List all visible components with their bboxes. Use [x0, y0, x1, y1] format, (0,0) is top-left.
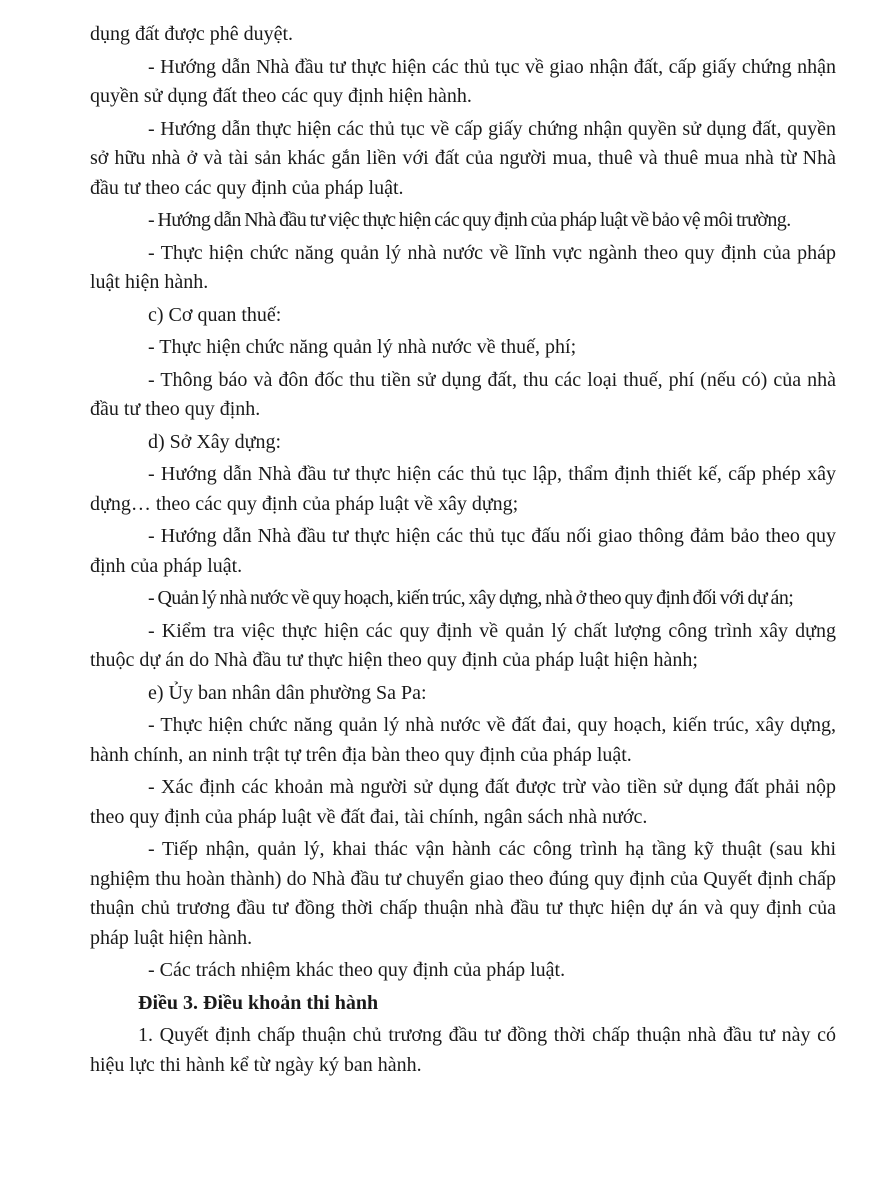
paragraph-other-responsibilities: - Các trách nhiệm khác theo quy định của pháp luật.	[148, 959, 566, 981]
paragraph-continuation: dụng đất được phê duyệt.	[90, 23, 294, 45]
paragraph-land-handover-guidance: - Hướng dẫn Nhà đầu tư thực hiện các thủ tục về giao nhận đất, cấp giấy chứng nhận quyền sử dụng đất theo các quy định hiện hành.	[90, 55, 836, 107]
paragraph-certificate-guidance: - Hướng dẫn thực hiện các thủ tục về cấp giấy chứng nhận quyền sử dụng đất, quyền sở hữu nhà ở và tài sản khác gắn liền với đất của người mua, thuê và thuê mua nhà từ Nhà đầu tư theo các quy định của pháp luật.	[90, 117, 836, 199]
paragraph-effective-date: 1. Quyết định chấp thuận chủ trương đầu tư đồng thời chấp thuận nhà đầu tư này có hiệu lực thi hành kể từ ngày ký ban hành.	[90, 1024, 836, 1076]
paragraph-infrastructure-handover: - Tiếp nhận, quản lý, khai thác vận hành các công trình hạ tầng kỹ thuật (sau khi nghiệm thu hoàn thành) do Nhà đầu tư chuyển giao theo đúng quy định của Quyết định chấp thuận chủ trương đầu tư đồng thời chấp thuận nhà đầu tư thực hiện dự án và quy định của pháp luật hiện hành.	[90, 838, 836, 949]
section-heading-tax-agency: c) Cơ quan thuế:	[148, 303, 282, 326]
paragraph-ward-management: - Thực hiện chức năng quản lý nhà nước về đất đai, quy hoạch, kiến trúc, xây dựng, hành chính, an ninh trật tự trên địa bàn theo quy định của pháp luật.	[90, 714, 836, 766]
paragraph-tax-management: - Thực hiện chức năng quản lý nhà nước về thuế, phí;	[148, 336, 577, 358]
paragraph-construction-permit: - Hướng dẫn Nhà đầu tư thực hiện các thủ tục lập, thẩm định thiết kế, cấp phép xây dựng… theo các quy định của pháp luật về xây dựng;	[90, 463, 836, 515]
paragraph-traffic-connection: - Hướng dẫn Nhà đầu tư thực hiện các thủ tục đấu nối giao thông đảm bảo theo quy định của pháp luật.	[90, 525, 836, 577]
paragraph-tax-notification: - Thông báo và đôn đốc thu tiền sử dụng đất, thu các loại thuế, phí (nếu có) của nhà đầu tư theo quy định.	[90, 368, 836, 420]
section-heading-ward-committee: e) Ủy ban nhân dân phường Sa Pa:	[148, 681, 427, 704]
paragraph-sector-management: - Thực hiện chức năng quản lý nhà nước về lĩnh vực ngành theo quy định của pháp luật hiện hành.	[90, 241, 836, 293]
paragraph-environment-guidance: - Hướng dẫn Nhà đầu tư việc thực hiện các quy định của pháp luật về bảo vệ môi trường.	[148, 209, 791, 231]
paragraph-planning-management: - Quản lý nhà nước về quy hoạch, kiến trúc, xây dựng, nhà ở theo quy định đối với dự án;	[148, 587, 794, 609]
paragraph-quality-inspection: - Kiểm tra việc thực hiện các quy định về quản lý chất lượng công trình xây dựng thuộc dự án do Nhà đầu tư thực hiện theo quy định của pháp luật hiện hành;	[90, 619, 836, 671]
section-heading-construction-dept: d) Sở Xây dựng:	[148, 430, 282, 453]
article-heading: Điều 3. Điều khoản thi hành	[138, 991, 379, 1014]
paragraph-land-fee-deduction: - Xác định các khoản mà người sử dụng đất được trừ vào tiền sử dụng đất phải nộp theo quy định của pháp luật về đất đai, tài chính, ngân sách nhà nước.	[90, 776, 836, 828]
